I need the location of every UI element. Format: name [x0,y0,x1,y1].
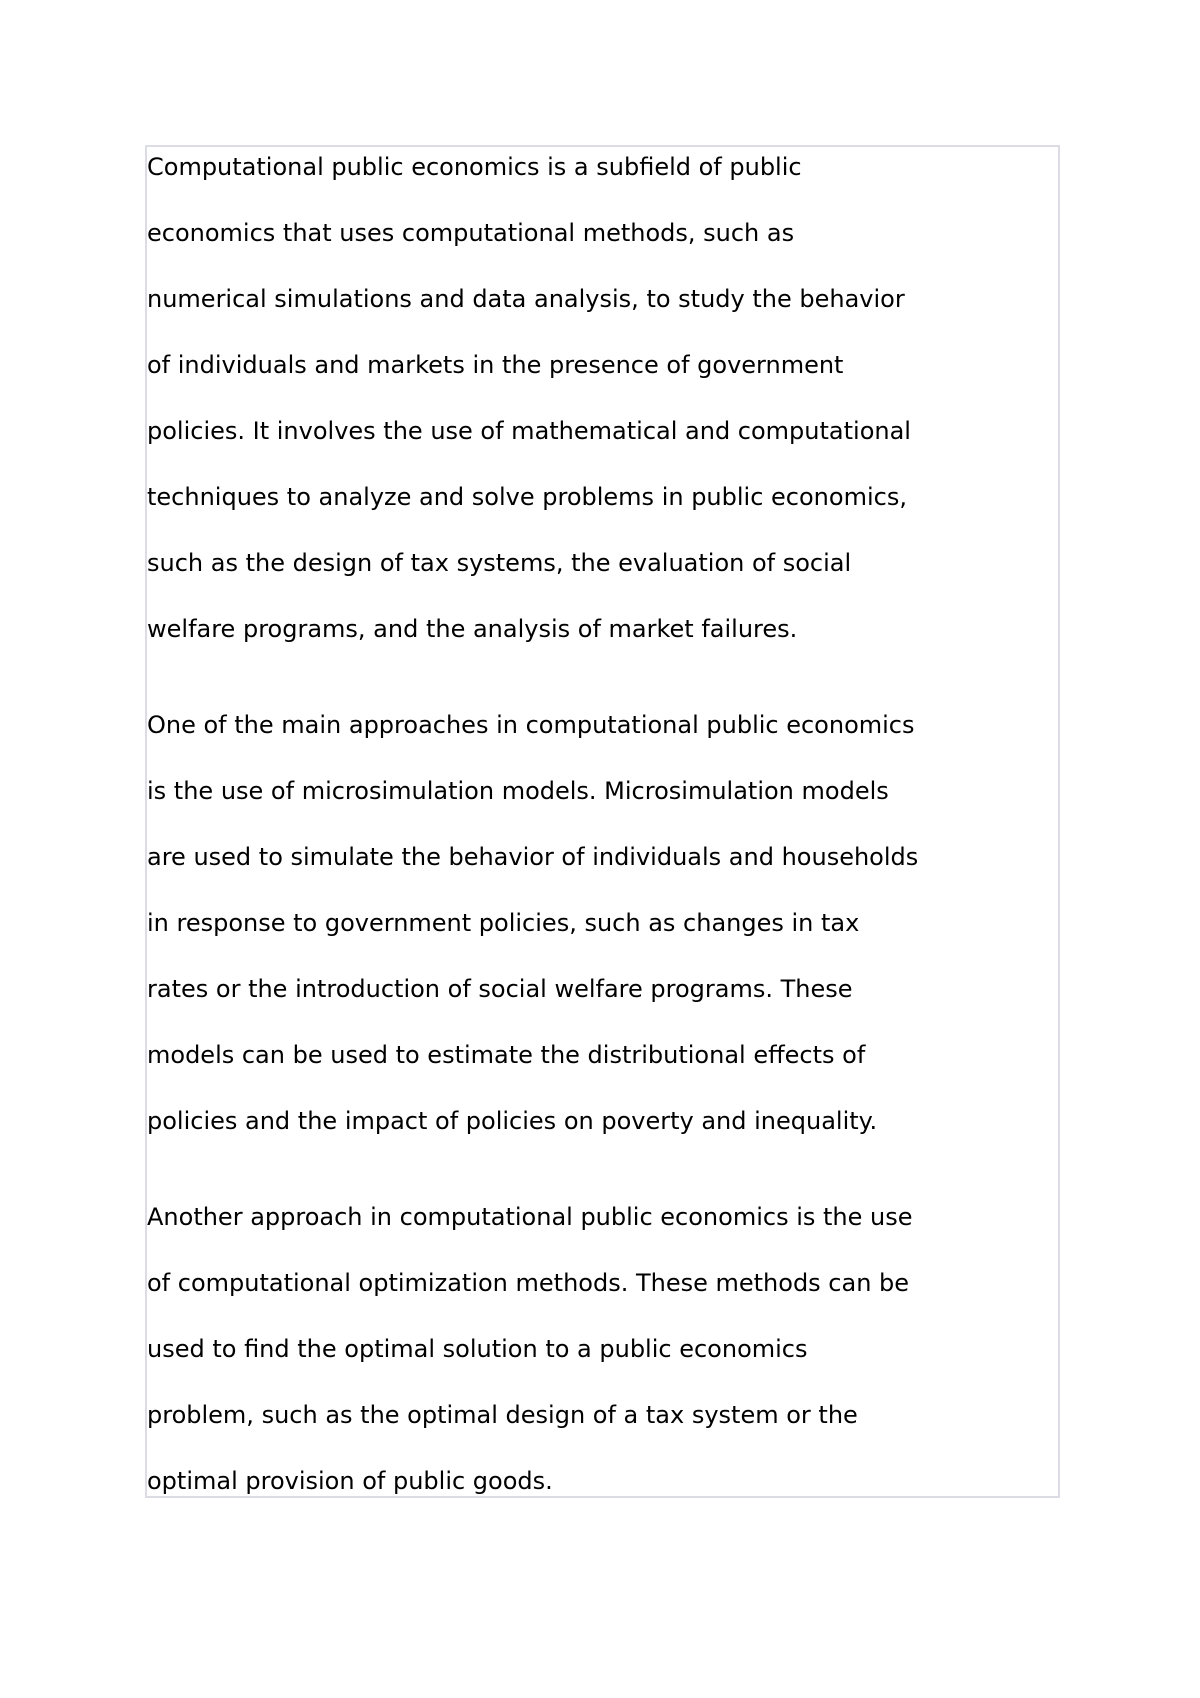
text-line: policies and the impact of policies on poverty and inequality. [147,1107,878,1135]
text-line: techniques to analyze and solve problems in public economics, [147,483,907,511]
text-line: problem, such as the optimal design of a tax system or the [147,1401,858,1429]
text-line: rates or the introduction of social welfare programs. These [147,975,853,1003]
text-line: are used to simulate the behavior of individuals and households [147,843,919,871]
text-line: policies. It involves the use of mathematical and computational [147,417,911,445]
document-body [147,134,1087,1544]
paragraph [147,1184,1087,1514]
text-line: is the use of microsimulation models. Microsimulation models [147,777,889,805]
text-line: models can be used to estimate the distributional effects of [147,1041,866,1069]
text-line: of individuals and markets in the presence of government [147,351,844,379]
text-line: in response to government policies, such as changes in tax [147,909,860,937]
paragraph [147,692,1087,1154]
text-line: Another approach in computational public economics is the use [147,1203,913,1231]
text-line: One of the main approaches in computational public economics [147,711,915,739]
text-line: of computational optimization methods. These methods can be [147,1269,910,1297]
text-line: optimal provision of public goods. [147,1467,553,1495]
text-line: economics that uses computational methods, such as [147,219,795,247]
text-line: such as the design of tax systems, the evaluation of social [147,549,852,577]
text-line: Computational public economics is a subfield of public [147,153,802,181]
text-line: welfare programs, and the analysis of market failures. [147,615,798,643]
text-line: numerical simulations and data analysis, to study the behavior [147,285,905,313]
text-line: used to find the optimal solution to a public economics [147,1335,808,1363]
paragraph [147,134,1087,662]
